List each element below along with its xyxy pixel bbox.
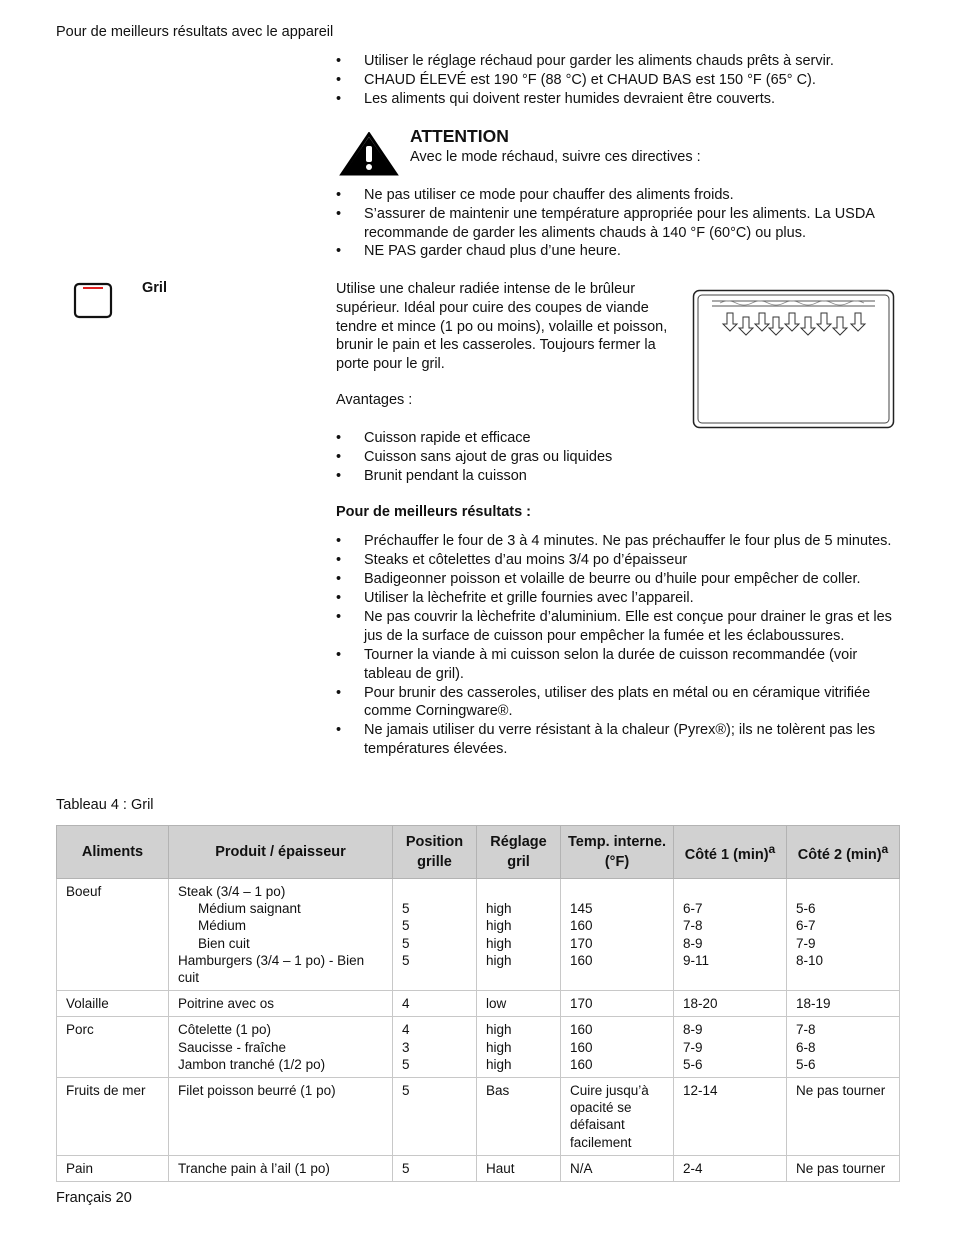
side2-cell [787,879,900,991]
setting-cell [477,879,561,991]
list-item: • Ne pas utiliser ce mode pour chauffer des aliments froids. [336,186,902,205]
food-cell: Boeuf [57,879,169,991]
food-cell: Pain [57,1155,169,1181]
cell-line: 5-6 [796,1056,816,1072]
page-header: Pour de meilleurs résultats avec le appareil [56,24,334,40]
list-item: • Cuisson sans ajout de gras ou liquides [336,448,902,467]
cell-line: 145 [570,901,593,917]
list-item: • Tourner la viande à mi cuisson selon la durée de cuisson recommandée (voir tableau de gril). [336,646,902,684]
avantages-title: Avantages : [336,392,413,408]
column-header: Temp. interne. (°F) [561,826,674,879]
cell-line: high [486,1022,512,1038]
cell-line: Médium [198,918,247,934]
cell-line: 5 [402,1160,410,1176]
cell-line: Bas [486,1083,510,1099]
top-bullet-list [336,52,902,108]
page-footer: Français 20 [56,1190,132,1206]
cell-line: Steak (3/4 – 1 po) [178,884,286,899]
table-body [57,879,900,1182]
cell-line [402,883,467,900]
results-list [336,532,902,759]
list-item: • Badigeonner poisson et volaille de beurre ou d’huile pour empêcher de coller. [336,570,902,589]
results-title: Pour de meilleurs résultats : [336,504,532,520]
setting-cell [477,1078,561,1156]
list-item: • Utiliser la lèchefrite et grille fournies avec l’appareil. [336,589,902,608]
food-cell: Porc [57,1017,169,1078]
cell-line: high [486,1039,512,1055]
cell-line: 160 [570,952,593,968]
position-cell [393,1155,477,1181]
cell-line: 5 [402,1056,410,1072]
footnote-mark: a [881,842,889,857]
list-item: • Pour brunir des casseroles, utiliser des plats en métal ou en céramique vitrifiée comme Corningware®. [336,684,902,722]
table-header-row [57,826,900,879]
cell-line: 160 [570,1022,593,1038]
cell-line: 6-8 [796,1039,816,1055]
list-item: • Brunit pendant la cuisson [336,467,902,486]
cell-line: 7-8 [796,1022,816,1038]
cell-line: 8-9 [683,1022,703,1038]
cell-line: 5-6 [683,1056,703,1072]
temp-cell [561,1155,674,1181]
cell-line: 160 [570,1056,593,1072]
cell-line: 170 [570,996,593,1012]
list-item: • Steaks et côtelettes d’au moins 3/4 po d’épaisseur [336,551,902,570]
cell-line: 170 [570,935,593,951]
cell-line: 6-7 [683,901,703,917]
cell-line: 160 [570,918,593,934]
product-cell [169,1017,393,1078]
food-cell: Fruits de mer [57,1078,169,1156]
product-cell [169,1155,393,1181]
cell-line: 7-9 [683,1039,703,1055]
cell-line: high [486,952,512,968]
list-item: • CHAUD ÉLEVÉ est 190 °F (88 °C) et CHAUD BAS est 150 °F (65° C). [336,71,902,90]
cell-line: Saucisse - fraîche [178,1039,287,1055]
cell-line: 3 [402,1039,410,1055]
cell-line: 5 [402,1083,410,1099]
cell-line [570,883,664,900]
table-row [57,1017,900,1078]
cell-line: Côtelette (1 po) [178,1022,272,1038]
position-cell [393,1017,477,1078]
cell-line: Cuire jusqu’à opacité se défaisant facilement [570,1083,649,1150]
position-cell [393,1078,477,1156]
cell-line: high [486,918,512,934]
list-item: • Ne jamais utiliser du verre résistant à la chaleur (Pyrex®); ils ne tolèrent pas les températures élevées. [336,721,902,759]
attention-text: Avec le mode réchaud, suivre ces directives : [410,149,701,165]
attention-title: ATTENTION [410,126,509,146]
cell-line: 12-14 [683,1083,718,1099]
cell-line: low [486,996,507,1012]
list-item: • NE PAS garder chaud plus d’une heure. [336,242,902,261]
column-header: Réglage gril [477,826,561,879]
cell-line: 7-9 [796,935,816,951]
cell-line: 4 [402,996,410,1012]
list-item: • S’assurer de maintenir une température appropriée pour les aliments. La USDA recommande de garder les aliments chauds à 140 °F (60°C) ou plus. [336,205,902,243]
cell-line: Médium saignant [198,901,301,917]
cell-line: Bien cuit [198,935,250,951]
cell-line: high [486,935,512,951]
cell-line: 18-19 [796,996,831,1012]
cell-line: Ne pas tourner [796,1083,886,1099]
cell-line: Filet poisson beurré (1 po) [178,1083,336,1099]
side2-cell [787,991,900,1017]
list-item: • Utiliser le réglage réchaud pour garder les aliments chauds prêts à servir. [336,52,902,71]
temp-cell [561,1017,674,1078]
product-cell [169,991,393,1017]
column-header: Aliments [57,826,169,879]
list-item: • Les aliments qui doivent rester humides devraient être couverts. [336,90,902,109]
list-item: • Ne pas couvrir la lèchefrite d’aluminium. Elle est conçue pour drainer le gras et les jus de la surface de cuisson pour empêcher la fumée et les éclaboussures. [336,608,902,646]
cell-line: 8-10 [796,952,824,968]
cell-line: N/A [570,1160,593,1176]
position-cell [393,879,477,991]
broil-button-icon [73,282,113,319]
cell-line: 7-8 [683,918,703,934]
side1-cell [674,879,787,991]
side1-cell [674,1078,787,1156]
column-header: Produit / épaisseur [169,826,393,879]
cell-line: Poitrine avec os [178,996,275,1012]
side1-cell [674,1155,787,1181]
cell-line [486,883,551,900]
table-caption: Tableau 4 : Gril [56,797,154,813]
gril-label: Gril [142,280,167,296]
attention-bullet-list [336,186,902,261]
list-item: • Préchauffer le four de 3 à 4 minutes. Ne pas préchauffer le four plus de 5 minutes. [336,532,902,551]
cell-line: 5 [402,918,410,934]
cell-line: 160 [570,1039,593,1055]
cell-line [683,883,777,900]
cell-line: Ne pas tourner [796,1160,886,1176]
grill-table [56,825,900,1182]
cell-line [796,883,890,900]
position-cell [393,991,477,1017]
column-header: Position grille [393,826,477,879]
gril-description: Utilise une chaleur radiée intense de le brûleur supérieur. Idéal pour cuire des coupes de viande tendre et mince (1 po ou moins), volaille et poisson, brunir le pain et les casseroles. Toujours fermer la porte pour le gril. [336,281,668,373]
cell-line: 5-6 [796,901,816,917]
cell-line: 8-9 [683,935,703,951]
cell-line: 5 [402,952,410,968]
table-row [57,1155,900,1181]
column-header: Côté 1 $(\min)^a$ [674,826,787,879]
side1-cell [674,991,787,1017]
setting-cell [477,1017,561,1078]
cell-line: 4 [402,1022,410,1038]
warning-icon [339,132,399,177]
side2-cell [787,1155,900,1181]
cell-line: 2-4 [683,1160,703,1176]
product-cell [169,879,393,991]
column-header: Côté 2 $(\min)^a$ [787,826,900,879]
cell-line: high [486,901,512,917]
temp-cell [561,991,674,1017]
list-item: • Cuisson rapide et efficace [336,429,902,448]
food-cell: Volaille [57,991,169,1017]
setting-cell [477,1155,561,1181]
cell-line: Tranche pain à l’ail (1 po) [178,1160,330,1176]
cell-line: Jambon tranché (1/2 po) [178,1056,326,1072]
temp-cell [561,879,674,991]
table-row [57,1078,900,1156]
product-cell [169,1078,393,1156]
cell-line: 5 [402,901,410,917]
cell-line: Hamburgers (3/4 – 1 po) - Bien cuit [178,952,365,986]
cell-line: 9-11 [683,952,710,968]
cell-line: 5 [402,935,410,951]
cell-line: 18-20 [683,996,718,1012]
side2-cell [787,1017,900,1078]
cell-line: high [486,1056,512,1072]
footnote-mark: a [768,842,776,857]
table-row [57,991,900,1017]
table-row [57,879,900,991]
setting-cell [477,991,561,1017]
oven-broil-diagram [692,289,895,429]
temp-cell [561,1078,674,1156]
side1-cell [674,1017,787,1078]
side2-cell [787,1078,900,1156]
cell-line: Haut [486,1160,515,1176]
cell-line: 6-7 [796,918,816,934]
avantages-list [336,429,902,485]
